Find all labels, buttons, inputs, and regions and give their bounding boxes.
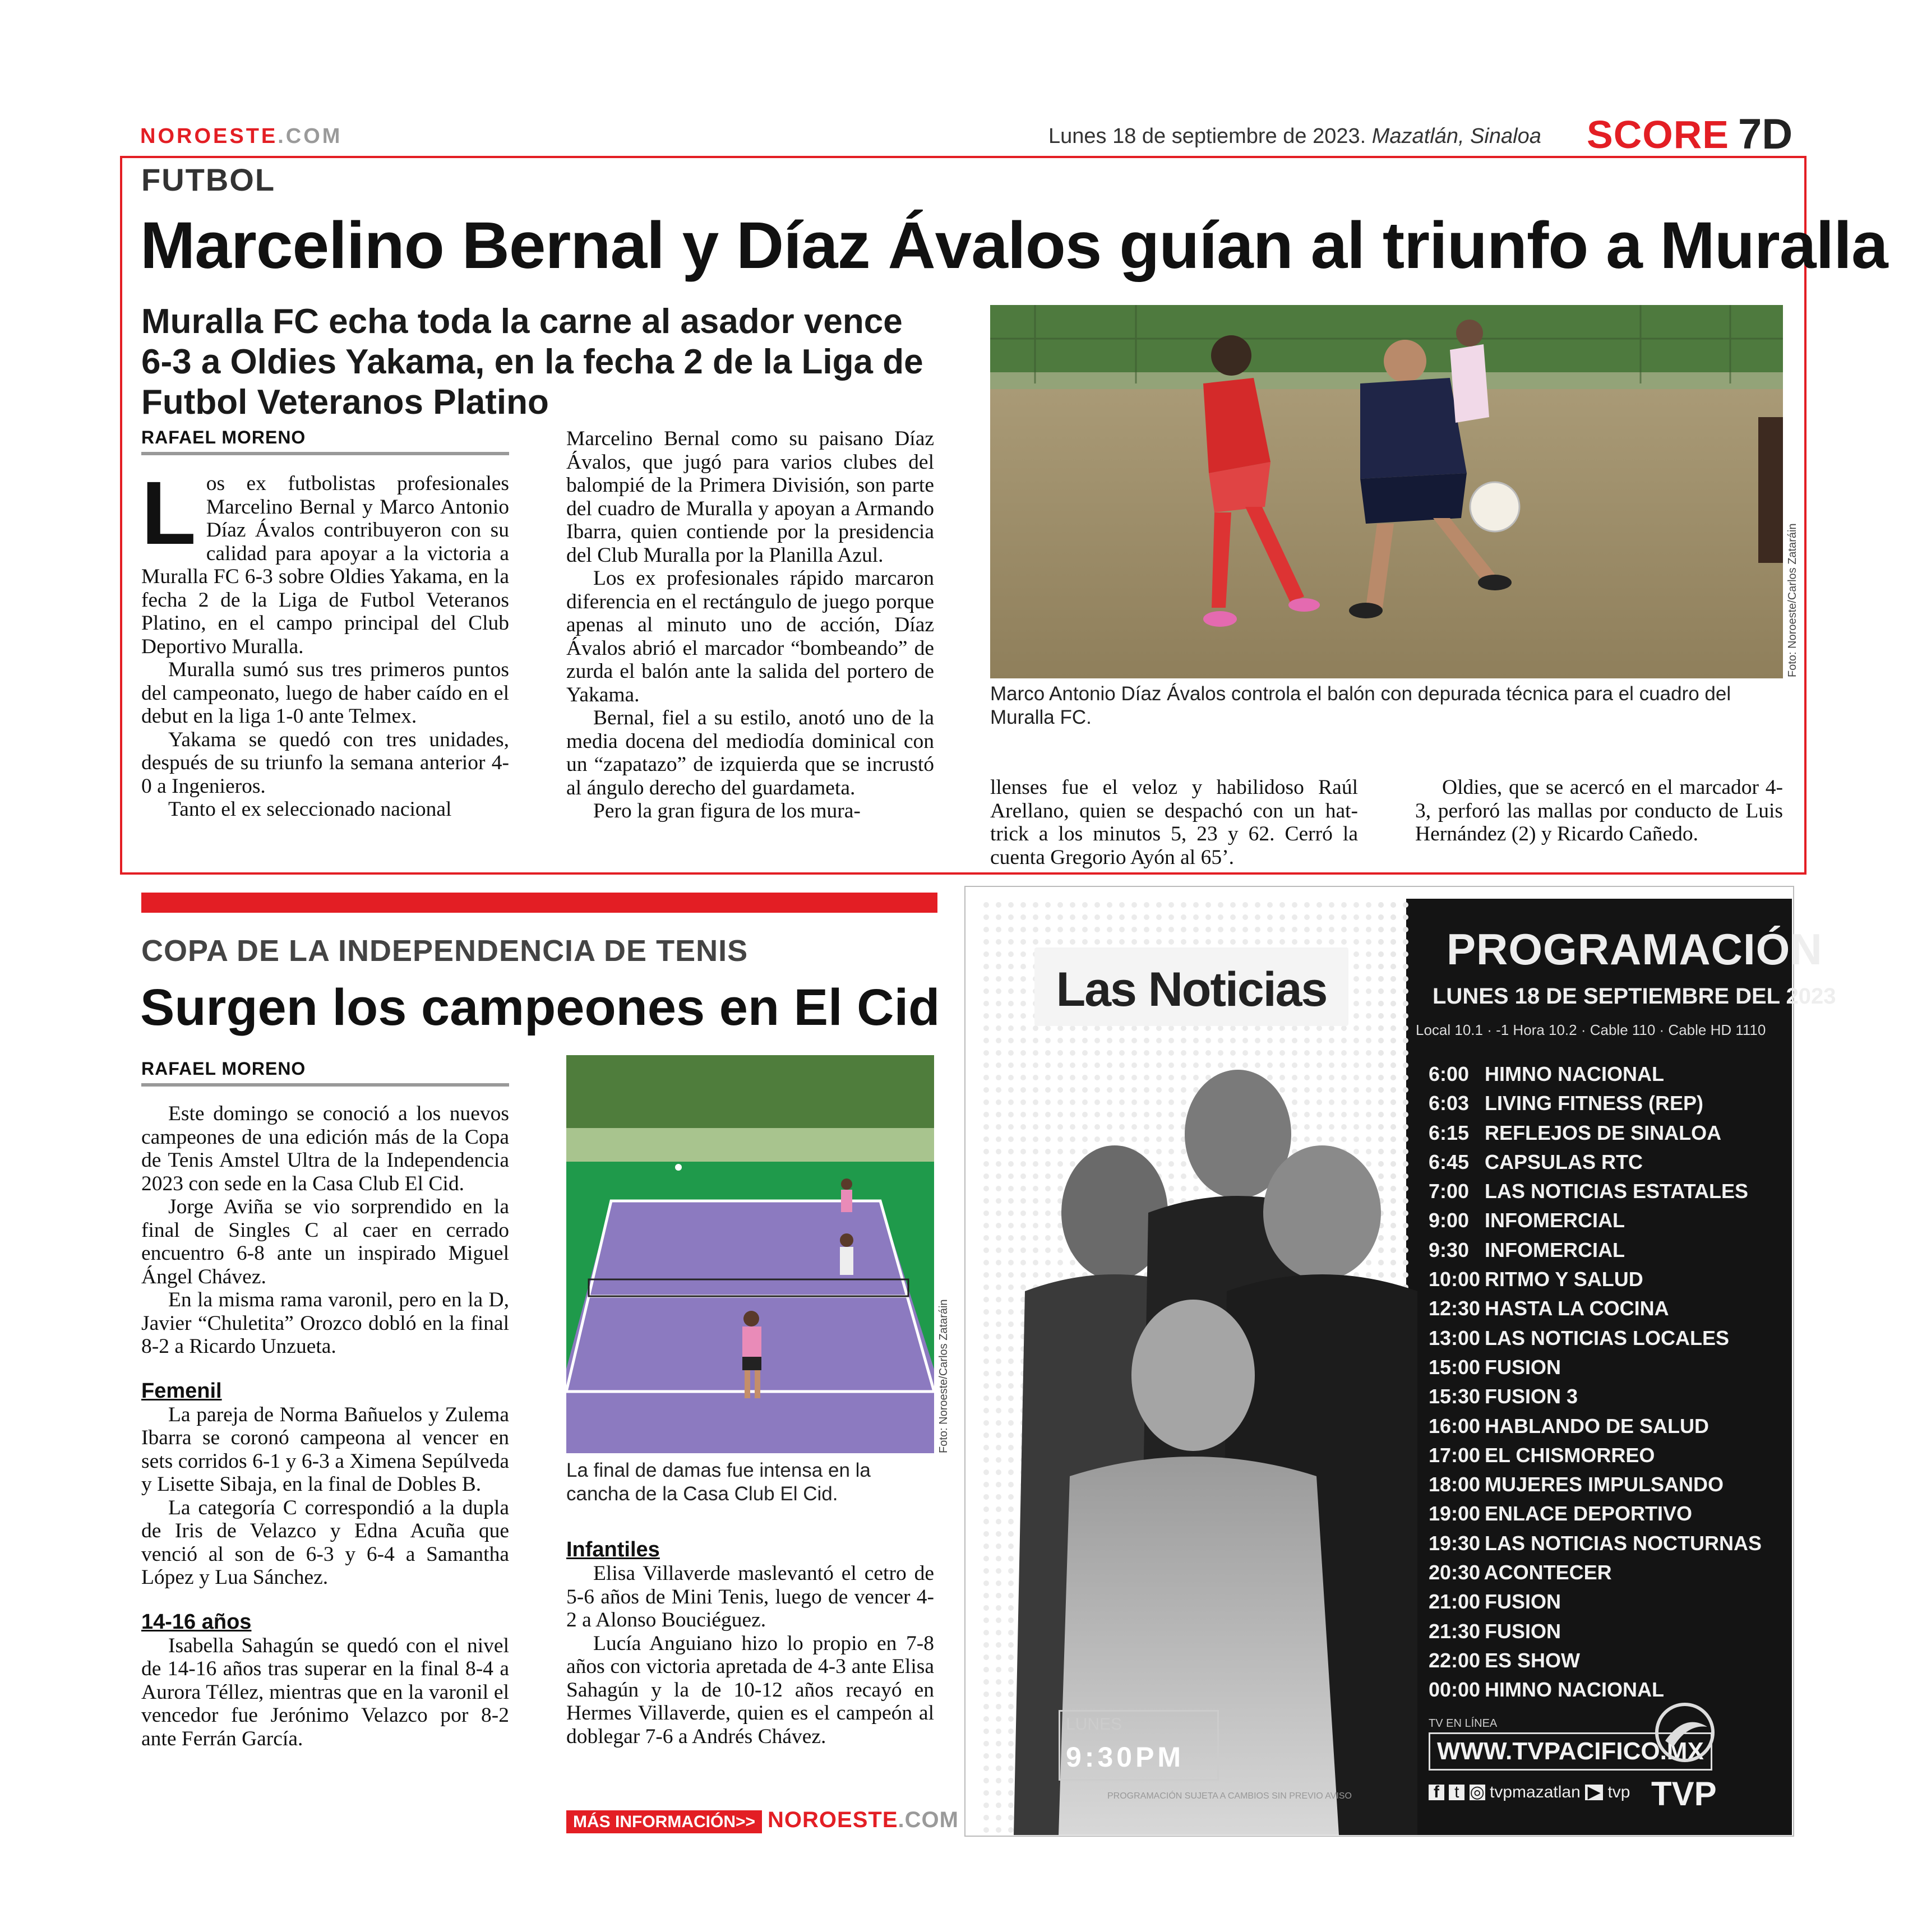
paragraph: Yakama se quedó con tres unidades, después de su triunfo la semana anterior 4-0 a Ingenieros. <box>141 728 509 798</box>
paragraph: En la misma rama varonil, pero en la D, Javier “Chuletita” Orozco dobló en la final 8-2 a Ricardo Unzueta. <box>141 1288 509 1358</box>
schedule-row <box>1429 1148 1762 1177</box>
schedule-show: RITMO Y SALUD <box>1485 1268 1643 1291</box>
byline-rule <box>141 452 509 455</box>
schedule-time: 16:00 <box>1429 1414 1481 1438</box>
schedule-row <box>1429 1206 1762 1235</box>
schedule-show: EL CHISMORREO <box>1485 1443 1655 1467</box>
paragraph: Lucía Anguiano hizo lo propio en 7-8 años con victoria apretada de 4-3 ante Elisa Sahagún y la de 10-12 años recayó en Hermes Villaverde, quien es el campeón al doblegar 7-6 a Andrés Chávez. <box>566 1631 934 1748</box>
ad-url[interactable]: WWW.TVPACIFICO.MX <box>1429 1732 1712 1771</box>
schedule-show: CAPSULAS RTC <box>1485 1150 1643 1173</box>
tvp-swoosh-icon <box>1654 1702 1716 1763</box>
youtube-icon: ▶ <box>1585 1785 1603 1800</box>
schedule-row <box>1429 1441 1762 1470</box>
schedule-time: 9:30 <box>1429 1238 1470 1261</box>
paragraph: Los ex profesionales rápido marcaron diferencia en el rectángulo de juego porque apenas al minuto uno de acción, Díaz Ávalos abrió el marcador “bombeando” de zurda el balón ante la salida del portero de Yakama. <box>566 567 934 706</box>
paragraph: Muralla sumó sus tres primeros puntos del campeonato, luego de haber caído en el debut en la liga 1-0 ante Telmex. <box>141 658 509 728</box>
schedule-show: INFOMERCIAL <box>1485 1209 1625 1232</box>
site-name: NOROESTE <box>140 124 278 148</box>
airtime-time: 9:30PM <box>1066 1741 1185 1773</box>
more-info-site <box>768 1808 959 1832</box>
paragraph: Elisa Villaverde maslevantó el cetro de 5-6 años de Mini Tenis, luego de vencer 4-2 a Alonso Bouciéguez. <box>566 1562 934 1631</box>
article2-column-1 <box>141 1102 509 1750</box>
social-handles <box>1429 1783 1630 1802</box>
tennis-photo <box>566 1055 934 1453</box>
paragraph: Tanto el ex seleccionado nacional <box>168 798 452 821</box>
tennis-photo-illustration <box>566 1055 934 1453</box>
paragraph: Jorge Aviña se vio sorprendido en la final de Singles C al caer en cerrado encuentro 6-8 ante un inspirado Miguel Ángel Chávez. <box>141 1195 509 1288</box>
soccer-photo-illustration <box>990 305 1783 678</box>
article2-section: COPA DE LA INDEPENDENCIA DE TENIS <box>141 934 749 968</box>
article1-deck: Muralla FC echa toda la carne al asador vence 6-3 a Oldies Yakama, en la fecha 2 de la Liga de Futbol Veteranos Platino <box>141 302 923 422</box>
airtime-box <box>1059 1710 1219 1781</box>
schedule-row <box>1429 1587 1762 1616</box>
schedule-time: 18:00 <box>1429 1473 1481 1496</box>
ad-channels: Local 10.1 · -1 Hora 10.2 · Cable 110 · Cable HD 1110 <box>1416 1022 1766 1038</box>
schedule-time: 6:00 <box>1429 1062 1470 1085</box>
article2-headline: Surgen los campeones en El Cid <box>140 979 940 1036</box>
schedule-show: ES SHOW <box>1485 1648 1581 1672</box>
more-info-link[interactable] <box>566 1808 959 1833</box>
schedule-row <box>1429 1118 1762 1148</box>
section-name: SCORE <box>1587 113 1729 156</box>
tennis-caption: La final de damas fue intensa en la cancha de la Casa Club El Cid. <box>566 1459 871 1505</box>
schedule-time: 15:00 <box>1429 1355 1481 1379</box>
twitter-icon: t <box>1449 1785 1464 1800</box>
paragraph: Bernal, fiel a su estilo, anotó uno de la media docena del mediodía dominical con un “zapatazo” de izquierda que se incrustó al ángulo derecho del guardameta. <box>566 706 934 799</box>
schedule-show: FUSION <box>1485 1619 1561 1643</box>
article1-section: FUTBOL <box>141 162 276 197</box>
schedule-time: 17:00 <box>1429 1443 1481 1467</box>
date-text: Lunes 18 de septiembre de 2023. <box>1048 124 1366 148</box>
schedule-time: 20:30 <box>1429 1561 1481 1584</box>
facebook-icon: f <box>1429 1785 1444 1800</box>
ad-disclaimer: PROGRAMACIÓN SUJETA A CAMBIOS SIN PREVIO AVISO <box>1107 1791 1352 1801</box>
paragraph: Pero la gran figura de los mura- <box>593 799 861 822</box>
more-info-label: MÁS INFORMACIÓN>> <box>566 1810 762 1833</box>
city-text: Mazatlán, Sinaloa <box>1371 124 1541 148</box>
schedule-show: REFLEJOS DE SINALOA <box>1485 1121 1722 1144</box>
page-number: 7D <box>1738 110 1793 158</box>
schedule-show: HASTA LA COCINA <box>1485 1297 1669 1320</box>
las-noticias-logo <box>1034 947 1348 1026</box>
online-label: TV EN LÍNEA <box>1429 1717 1498 1730</box>
paragraph: La pareja de Norma Bañuelos y Zulema Ibarra se coronó campeona al vencer en sets corridos 6-1 y 6-3 a Ximena Sepúlveda y Lisette Sibaja, en la final de Dobles B. <box>141 1403 509 1496</box>
byline-rule <box>141 1083 509 1087</box>
paragraph: Este domingo se conoció a los nuevos campeones de una edición más de la Copa de Tenis Amstel Ultra de la Independencia 2023 con sede en la Casa Club El Cid. <box>141 1102 509 1195</box>
schedule-row <box>1429 1646 1762 1675</box>
schedule-row <box>1429 1412 1762 1441</box>
site-logo <box>140 124 342 149</box>
schedule-list <box>1429 1060 1762 1705</box>
schedule-row <box>1429 1353 1762 1382</box>
schedule-show: LAS NOTICIAS NOCTURNAS <box>1485 1531 1762 1555</box>
subhead-femenil: Femenil <box>141 1379 222 1403</box>
schedule-time: 19:00 <box>1429 1502 1481 1526</box>
schedule-time: 13:00 <box>1429 1326 1481 1349</box>
more-info-site-name: NOROESTE <box>768 1808 898 1832</box>
tvp-logo: TVP <box>1651 1775 1717 1813</box>
schedule-row <box>1429 1470 1762 1499</box>
paragraph: os ex futbolistas profesionales Marcelino Bernal y Marco Antonio Díaz Ávalos contribuyeron con su calidad para apoyar a la victoria a Muralla FC 6-3 sobre Oldies Yakama, en la fecha 2 de la Liga de Futbol Veteranos Platino, en el campo principal del Club Deportivo Muralla. <box>141 472 509 658</box>
ad-title: PROGRAMACIÓN <box>1447 925 1823 974</box>
schedule-time: 19:30 <box>1429 1531 1481 1555</box>
paragraph: Marcelino Bernal como su paisano Díaz Ávalos, que jugó para varios clubes del balompié de la Primera División, son parte del cuadro de Muralla y apoyan a Armando Ibarra, quien contiende por la presidencia del Club Muralla por la Planilla Azul. <box>566 427 934 567</box>
schedule-show: LAS NOTICIAS ESTATALES <box>1485 1180 1749 1203</box>
schedule-time: 10:00 <box>1429 1268 1481 1291</box>
schedule-row <box>1429 1177 1762 1206</box>
schedule-time: 15:30 <box>1429 1385 1481 1408</box>
schedule-time: 21:30 <box>1429 1619 1481 1643</box>
schedule-row <box>1429 1499 1762 1528</box>
schedule-show: FUSION <box>1485 1590 1561 1614</box>
article2-column-2 <box>566 1537 934 1748</box>
schedule-row <box>1429 1294 1762 1323</box>
article1-column-1 <box>141 463 509 821</box>
social-handle: tvpmazatlan <box>1490 1783 1581 1801</box>
schedule-time: 6:03 <box>1429 1092 1470 1115</box>
schedule-time: 21:00 <box>1429 1590 1481 1614</box>
schedule-show: MUJERES IMPULSANDO <box>1485 1473 1724 1496</box>
schedule-time: 7:00 <box>1429 1180 1470 1203</box>
brand-text: Las Noticias <box>1056 963 1327 1016</box>
schedule-time: 6:15 <box>1429 1121 1470 1144</box>
section-divider-bar <box>141 893 937 913</box>
schedule-show: HIMNO NACIONAL <box>1485 1678 1664 1702</box>
schedule-time: 6:45 <box>1429 1150 1470 1173</box>
schedule-time: 00:00 <box>1429 1678 1481 1702</box>
drop-cap: L <box>141 463 196 563</box>
soccer-photo <box>990 305 1783 678</box>
ad-date: LUNES 18 DE SEPTIEMBRE DEL 2023 <box>1433 984 1836 1009</box>
more-info-site-domain: .COM <box>898 1808 959 1832</box>
subhead-age: 14-16 años <box>141 1610 252 1634</box>
schedule-row <box>1429 1675 1762 1704</box>
article2-byline: RAFAEL MORENO <box>141 1059 306 1079</box>
tennis-photo-credit: Foto: Noroeste/Carlos Zataráin <box>937 1299 950 1453</box>
schedule-show: LAS NOTICIAS LOCALES <box>1485 1326 1730 1349</box>
schedule-row <box>1429 1324 1762 1353</box>
photo-caption: Marco Antonio Díaz Ávalos controla el balón con depurada técnica para el cuadro del Muralla FC. <box>990 683 1731 728</box>
schedule-row <box>1429 1558 1762 1587</box>
youtube-handle: tvp <box>1607 1783 1630 1801</box>
schedule-show: INFOMERCIAL <box>1485 1238 1625 1261</box>
paragraph: llenses fue el veloz y habilidoso Raúl Arellano, quien se despachó con un hat-trick a los minutos 5, 23 y 62. Cerró la cuenta Gregorio Ayón al 65’. <box>990 776 1358 869</box>
schedule-show: FUSION <box>1485 1355 1561 1379</box>
schedule-time: 22:00 <box>1429 1648 1481 1672</box>
photo-credit: Foto: Noroeste/Carlos Zataráin <box>1786 523 1799 677</box>
schedule-show: ACONTECER <box>1484 1561 1612 1584</box>
schedule-show: HIMNO NACIONAL <box>1485 1062 1664 1085</box>
schedule-time: 9:00 <box>1429 1209 1470 1232</box>
schedule-row <box>1429 1060 1762 1089</box>
schedule-row <box>1429 1382 1762 1411</box>
paragraph: La categoría C correspondió a la dupla de Iris de Velazco y Edna Acuña que venció al son de 6-3 y 6-4 a Samantha López y Lua Sánchez. <box>141 1496 509 1589</box>
schedule-show: LIVING FITNESS (REP) <box>1485 1092 1704 1115</box>
schedule-time: 12:30 <box>1429 1297 1481 1320</box>
paragraph: Oldies, que se acercó en el marcador 4-3, perforó las mallas por conducto de Luis Hernández (2) y Ricardo Cañedo. <box>1415 776 1783 845</box>
article1-column-4 <box>1415 776 1783 846</box>
schedule-show: ENLACE DEPORTIVO <box>1485 1502 1693 1526</box>
article1-headline: Marcelino Bernal y Díaz Ávalos guían al triunfo a Muralla <box>140 209 1888 283</box>
subhead-infantiles: Infantiles <box>566 1538 660 1561</box>
airtime-day: LUNES <box>1066 1715 1122 1734</box>
article1-column-3 <box>990 776 1358 869</box>
schedule-row <box>1429 1529 1762 1558</box>
article1-byline: RAFAEL MORENO <box>141 427 306 447</box>
instagram-icon: ◎ <box>1470 1783 1485 1801</box>
schedule-row <box>1429 1617 1762 1646</box>
article1-column-2 <box>566 427 934 823</box>
schedule-row <box>1429 1236 1762 1265</box>
paragraph: Isabella Sahagún se quedó con el nivel de 14-16 años tras superar en la final 8-4 a Aurora Téllez, mientras que en la varonil el vencedor fue Jerónimo Velazco por 8-2 ante Ferrán García. <box>141 1634 509 1750</box>
site-domain: .COM <box>278 124 343 148</box>
schedule-row <box>1429 1265 1762 1294</box>
schedule-show: HABLANDO DE SALUD <box>1485 1414 1710 1438</box>
schedule-show: FUSION 3 <box>1485 1385 1578 1408</box>
schedule-row <box>1429 1089 1762 1118</box>
issue-date <box>1048 124 1541 149</box>
